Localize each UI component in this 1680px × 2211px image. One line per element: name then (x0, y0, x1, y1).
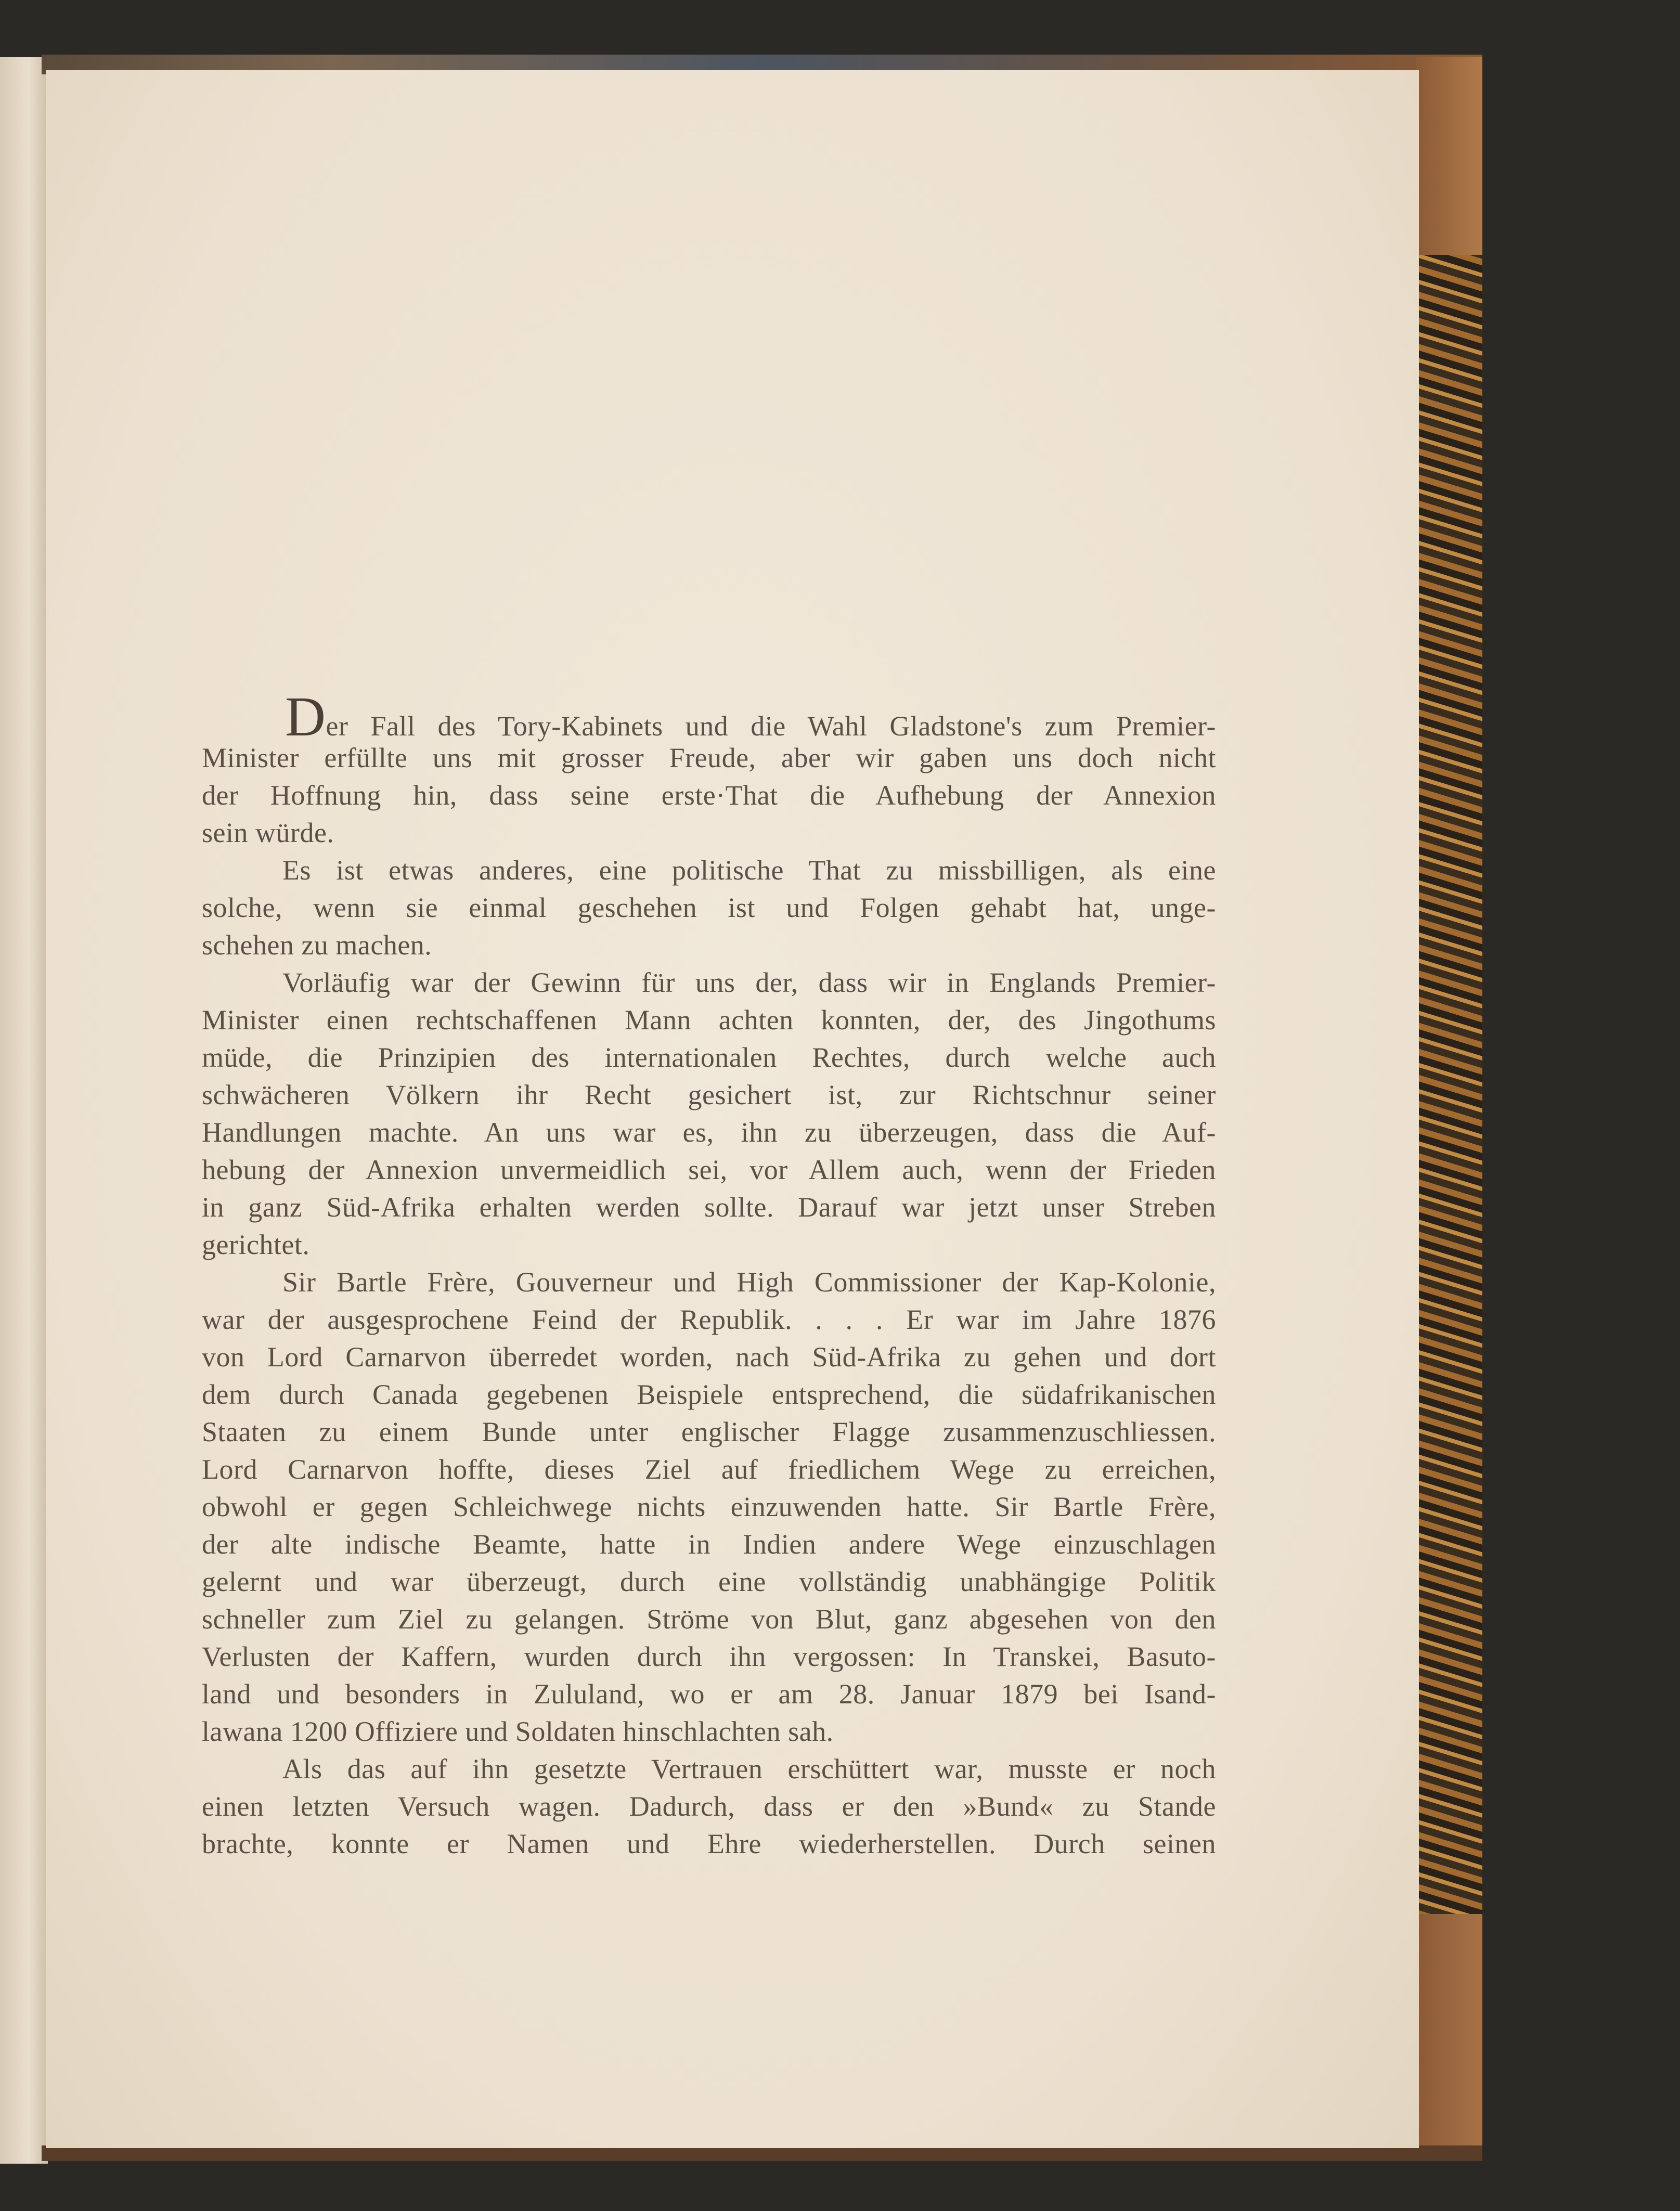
text-line-content: Verlusten der Kaffern, wurden durch ihn vergossen: In Transkei, Basuto- (202, 1641, 1216, 1672)
text-line (202, 1638, 1216, 1675)
text-line (202, 1788, 1216, 1825)
text-line (202, 814, 1216, 851)
text-line (202, 1039, 1216, 1076)
text-line (202, 777, 1216, 814)
text-line-content: Vorläufig war der Gewinn für uns der, dass wir in Englands Premier- (282, 967, 1216, 998)
text-line-content: obwohl er gegen Schleichwege nichts einzuwenden hatte. Sir Bartle Frère, (202, 1491, 1216, 1522)
text-line (202, 1488, 1216, 1525)
text-line-content: Als das auf ihn gesetzte Vertrauen erschüttert war, musste er noch (282, 1753, 1216, 1785)
text-line-content: land und besonders in Zululand, wo er am 28. Januar 1879 bei Isand- (202, 1678, 1216, 1710)
leather-corner-top (1416, 57, 1482, 255)
text-line-content: Sir Bartle Frère, Gouverneur und High Commissioner der Kap-Kolonie, (282, 1266, 1216, 1298)
left-page-edge (0, 57, 48, 2164)
text-line (202, 686, 1216, 748)
text-line (202, 1563, 1216, 1600)
text-line (202, 1376, 1216, 1413)
text-line-content: brachte, konnte er Namen und Ehre wiederherstellen. Durch seinen (202, 1828, 1216, 1859)
text-line-content: hebung der Annexion unvermeidlich sei, vor Allem auch, wenn der Frieden (202, 1154, 1216, 1185)
text-line (202, 1001, 1216, 1039)
text-line (202, 1226, 1216, 1263)
text-line-content: war der ausgesprochene Feind der Republik. . . . Er war im Jahre 1876 (202, 1304, 1216, 1335)
text-line-content: Handlungen machte. An uns war es, ihn zu überzeugen, dass die Auf- (202, 1117, 1216, 1148)
text-line (202, 1413, 1216, 1451)
text-line-content: von Lord Carnarvon überredet worden, nach Süd-Afrika zu gehen und dort (202, 1341, 1216, 1373)
text-line-content: müde, die Prinzipien des internationalen Rechtes, durch welche auch (202, 1042, 1216, 1073)
text-line (282, 1263, 1216, 1301)
text-line (282, 851, 1216, 889)
text-line (202, 1151, 1216, 1188)
text-line-content: Minister erfüllte uns mit grosser Freude, aber wir gaben uns doch nicht (202, 742, 1216, 773)
text-line-content: in ganz Süd-Afrika erhalten werden sollte. Darauf war jetzt unser Streben (202, 1192, 1216, 1223)
text-line-content: Lord Carnarvon hoffte, dieses Ziel auf friedlichem Wege zu erreichen, (202, 1454, 1216, 1485)
text-line (202, 739, 1216, 777)
text-line (202, 889, 1216, 926)
marbled-cover-edge (1416, 57, 1482, 2158)
text-line (202, 1188, 1216, 1226)
text-line-content: solche, wenn sie einmal geschehen ist und Folgen gehabt hat, unge- (202, 892, 1216, 923)
text-line (202, 1825, 1216, 1863)
text-line-content: dem durch Canada gegebenen Beispiele entsprechend, die südafrikanischen (202, 1379, 1216, 1410)
text-line-content: schehen zu machen. (202, 929, 432, 961)
book-page (46, 70, 1419, 2148)
text-line (202, 1525, 1216, 1563)
text-line-content: einen letzten Versuch wagen. Dadurch, dass er den »Bund« zu Stande (202, 1791, 1216, 1822)
text-line (202, 926, 1216, 964)
text-line (202, 1451, 1216, 1488)
leather-corner-bottom (1416, 1914, 1482, 2153)
text-line (282, 964, 1216, 1001)
text-line-content: gelernt und war überzeugt, durch eine vollständig unabhängige Politik (202, 1566, 1216, 1597)
text-line (202, 1076, 1216, 1114)
text-line-content: schwächeren Völkern ihr Recht gesichert ist, zur Richtschnur seiner (202, 1079, 1216, 1110)
text-line (202, 1675, 1216, 1713)
drop-cap: D (285, 686, 326, 748)
text-line-content: gerichtet. (202, 1229, 310, 1260)
text-line-content: der Hoffnung hin, dass seine erste·That die Aufhebung der Annexion (202, 780, 1216, 811)
text-line-content: schneller zum Ziel zu gelangen. Ströme von Blut, ganz abgesehen von den (202, 1604, 1216, 1635)
text-line (202, 1338, 1216, 1376)
text-line-content: Minister einen rechtschaffenen Mann achten konnten, der, des Jingothums (202, 1004, 1216, 1036)
text-line-content: Staaten zu einem Bunde unter englischer Flagge zusammenzuschliessen. (202, 1416, 1216, 1447)
text-line-content: Es ist etwas anderes, eine politische That zu missbilligen, als eine (282, 855, 1216, 886)
text-line-content: sein würde. (202, 817, 334, 848)
text-line (202, 1301, 1216, 1338)
text-line (202, 1114, 1216, 1151)
text-line (282, 1750, 1216, 1788)
text-line-content: der alte indische Beamte, hatte in Indien andere Wege einzuschlagen (202, 1529, 1216, 1560)
text-line-content: er Fall des Tory-Kabinets und die Wahl Gladstone's zum Premier- (326, 710, 1216, 742)
text-line-content: lawana 1200 Offiziere und Soldaten hinschlachten sah. (202, 1716, 834, 1747)
text-line (202, 1600, 1216, 1638)
text-line (202, 1713, 1216, 1750)
